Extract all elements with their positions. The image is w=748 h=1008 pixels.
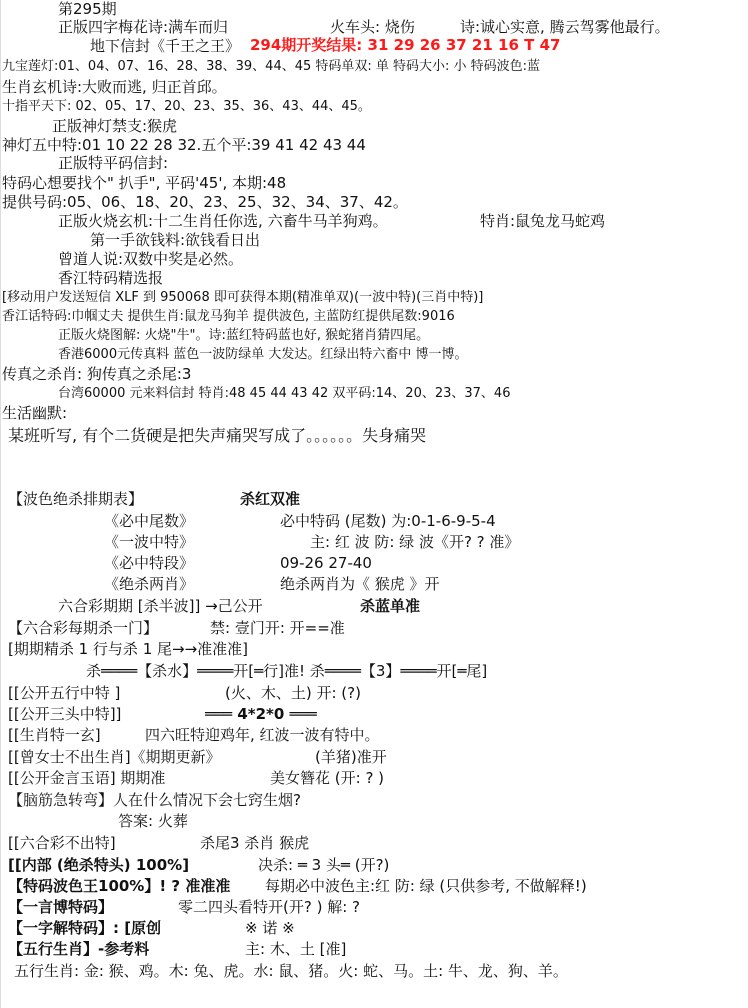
kill-red: 杀红双准 — [240, 490, 301, 508]
brain-teaser: 【脑筋急转弯】人在什么情况下会七窍生烟? — [8, 791, 301, 809]
fax-kill: 传真之杀肖: 狗传真之杀尾:3 — [2, 365, 192, 383]
five-element-value: (火、木、土) 开: (?) — [225, 684, 361, 702]
must-tail-value: 必中特码 (尾数) 为:0-1-6-9-5-4 — [280, 512, 496, 530]
must-segment-value: 09-26 27-40 — [280, 554, 372, 572]
fire-secret: 正版火烧玄机:十二生肖任你选, 六畜牛马羊狗鸡。 — [58, 212, 388, 230]
kill-half-wave: 六合彩期期 [杀半波]] →己公开 — [58, 597, 263, 615]
lotus-lamp: 九宝莲灯:01、04、07、16、28、38、39、44、45 特码单双: 单 特码大小: 小 特码波色:蓝 — [2, 59, 541, 74]
kill-water-row: 杀════【杀水】════开[═行]准! 杀════【3】════开[═尾] — [86, 662, 488, 680]
golden-words-value: 美女簪花 (开: ? ) — [270, 769, 385, 787]
issue-number: 第295期 — [58, 0, 117, 18]
internal-label: [[内部 (绝杀特头) 100%] — [8, 856, 190, 874]
train-head: 火车头: 烧伤 — [330, 18, 415, 36]
ten-fingers: 十指平天下: 02、05、17、20、23、35、36、43、44、45。 — [2, 99, 371, 114]
no-special-value: 杀尾3 杀肖 猴虎 — [200, 834, 310, 852]
one-char-value: ※ 诺 ※ — [245, 919, 295, 937]
envelope-title: 正版特平码信封: — [58, 154, 169, 172]
five-zodiac-value: 主: 木、土 [准] — [245, 940, 347, 958]
five-zodiac-list: 五行生肖: 金: 猴、鸡。木: 兔、虎。水: 鼠、猪。火: 蛇、马。土: 牛、龙、狗、羊。 — [14, 962, 568, 980]
no-special-label: [[六合彩不出特] — [8, 834, 116, 852]
forbidden-lamp: 正版神灯禁支:猴虎 — [52, 117, 178, 135]
underground-envelope: 地下信封《千王之王》 — [90, 37, 241, 55]
taiwan-envelope: 台湾60000 元来料信封 特肖:48 45 44 43 42 双平码:14、20、23、37、46 — [58, 386, 511, 401]
must-tail-label: 《必中尾数》 — [104, 512, 195, 530]
fire-diagram: 正版火烧图解: 火烧"牛"。诗:蓝红特码蓝也好, 猴蛇猪肖猜四尾。 — [58, 328, 430, 343]
lamp-five: 神灯五中特:01 10 22 28 32.五个平:39 41 42 43 44 — [2, 136, 366, 154]
kill-one-door-label: 【六合彩每期杀一门】 — [8, 619, 159, 637]
kill-two-value: 绝杀两肖为《 猴虎 》开 — [280, 575, 440, 593]
golden-words-label: [[公开金言玉语] 期期准 — [8, 769, 166, 787]
special-code-heart: 特码心想要找个" 扒手", 平码'45', 本期:48 — [2, 174, 287, 192]
xiangjiang-words: 香江话特码:巾帼丈夫 提供生肖:鼠龙马狗羊 提供波色, 主蓝防红提供尾数:9016 — [2, 309, 455, 324]
humor-text: 某班听写, 有个二货硬是把失声痛哭写成了。。。。。。失身痛哭 — [8, 426, 427, 445]
zodiac-poem: 生肖玄机诗:大败而逃, 归正首邱。 — [2, 78, 227, 96]
provided-numbers: 提供号码:05、06、18、20、23、25、32、34、37、42。 — [2, 193, 408, 211]
five-element-label: [[公开五行中特 ] — [8, 684, 121, 702]
precise-kill: [期期精杀 1 行与杀 1 尾→→准准准] — [8, 640, 249, 658]
internal-value: 决杀: ═ 3 头═ (开?) — [258, 856, 390, 874]
one-word-label: 【一言博特码】 — [8, 898, 114, 916]
poem-line: 诗:诚心实意, 腾云驾雾他最行。 — [460, 18, 670, 36]
wave-table-title: 【波色绝杀排期表】 — [8, 490, 144, 508]
kill-blue: 杀蓝单准 — [360, 597, 421, 615]
must-segment-label: 《必中特段》 — [104, 554, 195, 572]
kill-two-label: 《绝杀两肖》 — [104, 575, 195, 593]
lottery-result: 294期开奖结果: 31 29 26 37 21 16 T 47 — [250, 36, 561, 54]
xiangjiang-title: 香江特码精选报 — [58, 269, 164, 287]
five-zodiac-label: 【五行生肖】-参考料 — [8, 940, 150, 958]
one-word-value: 零二四头看特开(开? ) 解: ? — [178, 898, 360, 916]
humor-title: 生活幽默: — [2, 404, 68, 422]
first-hand: 第一手欲钱料:欲钱看日出 — [90, 231, 261, 249]
ms-zeng-label: [[曾女士不出生肖]《期期更新》 — [8, 748, 221, 766]
hk-fax: 香港6000元传真料 蓝色一波防绿单 大发达。红绿出特六畜中 博一博。 — [58, 347, 468, 362]
kill-one-door-value: 禁: 壹门开: 开==准 — [210, 619, 345, 637]
brain-teaser-answer: 答案: 火葬 — [118, 812, 188, 830]
sms-promo: [移动用户发送短信 XLF 到 950068 即可获得本期(精准单双)(一波中特)(三肖中特)] — [2, 290, 484, 305]
wave-king-label: 【特码波色王100%】! ? 准准准 — [8, 877, 231, 895]
special-zodiac: 特肖:鼠兔龙马蛇鸡 — [480, 212, 606, 230]
one-wave-value: 主: 红 波 防: 绿 波《开? ? 准》 — [310, 533, 520, 551]
three-head-value: ═══ 4*2*0 ═══ — [205, 705, 317, 723]
zodiac-mystery-label: [[生肖特一玄] — [8, 726, 101, 744]
plum-poem: 正版四字梅花诗:满车而归 — [58, 18, 229, 36]
taoist-saying: 曾道人说:双数中奖是必然。 — [58, 250, 244, 268]
one-wave-label: 《一波中特》 — [104, 533, 195, 551]
one-char-label: 【一字解特码】: [原创 — [8, 919, 162, 937]
zodiac-mystery-value: 四六旺特迎鸡年, 红波一波有特中。 — [145, 726, 380, 744]
three-head-label: [[公开三头中特]] — [8, 705, 122, 723]
ms-zeng-value: (羊猪)准开 — [315, 748, 387, 766]
wave-king-value: 每期必中波色主:红 防: 绿 (只供参考, 不做解释!) — [265, 877, 587, 895]
